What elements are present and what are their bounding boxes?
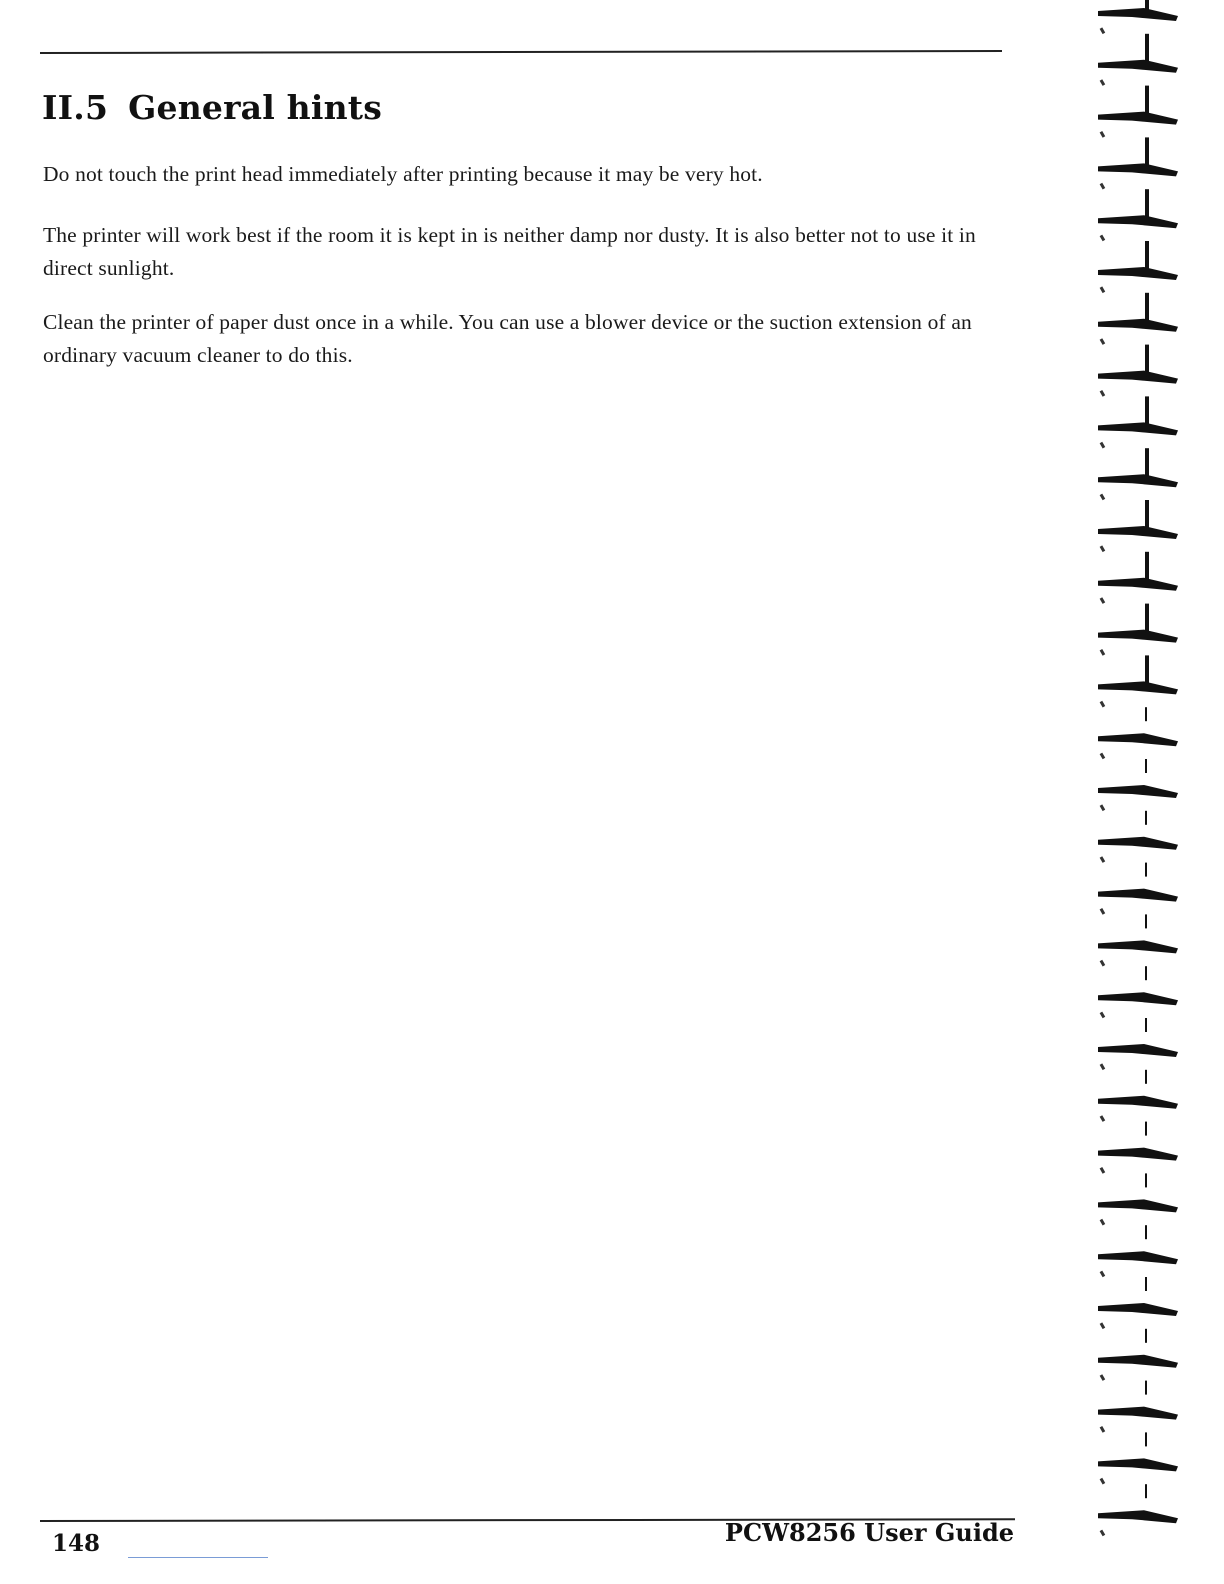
section-title: General hints <box>128 88 383 127</box>
section-heading <box>42 88 382 127</box>
binding-ring <box>1098 448 1178 500</box>
spiral-binding <box>1092 0 1224 1584</box>
binding-ring <box>1098 34 1178 86</box>
top-rule <box>40 50 1002 54</box>
binding-ring <box>1098 293 1178 345</box>
binding-ring <box>1098 0 1178 34</box>
binding-ring <box>1098 1277 1178 1329</box>
section-number: II.5 <box>42 88 109 127</box>
binding-ring <box>1098 137 1178 189</box>
binding-ring <box>1098 1018 1178 1070</box>
page-number: 148 <box>52 1530 101 1557</box>
binding-ring <box>1098 86 1178 138</box>
binding-ring <box>1098 396 1178 448</box>
binding-ring <box>1098 552 1178 604</box>
binding-ring <box>1098 1122 1178 1174</box>
binding-ring <box>1098 1225 1178 1277</box>
binding-ring <box>1098 914 1178 966</box>
binding-ring <box>1098 1329 1178 1381</box>
binding-ring <box>1098 500 1178 552</box>
binding-ring <box>1098 863 1178 915</box>
binding-ring <box>1098 1432 1178 1484</box>
binding-ring <box>1098 1070 1178 1122</box>
binding-ring <box>1098 655 1178 707</box>
binding-ring <box>1098 1484 1178 1536</box>
binding-ring <box>1098 707 1178 759</box>
binding-ring <box>1098 966 1178 1018</box>
binding-ring <box>1098 1381 1178 1433</box>
paragraph-room-conditions: The printer will work best if the room it is kept in is neither damp nor dusty. It is also better not to use it in direct sunlight. <box>43 223 976 280</box>
binding-ring <box>1098 604 1178 656</box>
book-title: PCW8256 User Guide <box>724 1518 1014 1547</box>
binding-ring <box>1098 1173 1178 1225</box>
blue-underline-mark <box>128 1557 268 1558</box>
binding-ring <box>1098 759 1178 811</box>
binding-ring <box>1098 241 1178 293</box>
binding-ring <box>1098 345 1178 397</box>
binding-ring <box>1098 189 1178 241</box>
paragraph-hot-print-head: Do not touch the print head immediately after printing because it may be very hot. <box>43 162 763 186</box>
paragraph-cleaning: Clean the printer of paper dust once in a while. You can use a blower device or the suction extension of an ordinary vacuum cleaner to do this. <box>43 310 972 367</box>
binding-ring <box>1098 811 1178 863</box>
